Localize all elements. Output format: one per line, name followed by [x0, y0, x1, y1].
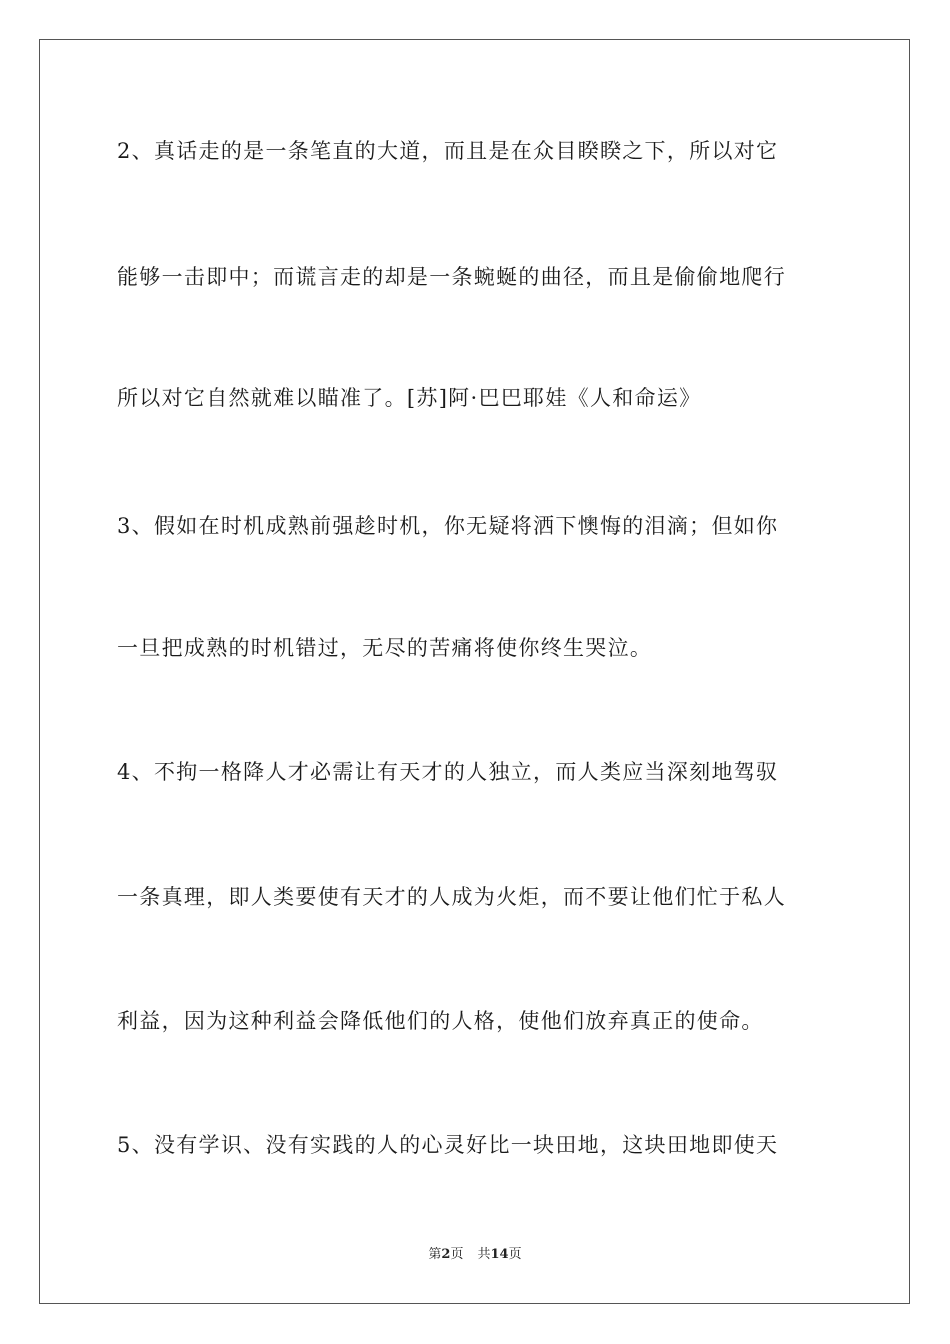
page-border	[39, 39, 910, 1304]
text-line-8: 利益，因为这种利益会降低他们的人格，使他们放弃真正的使命。	[117, 1009, 764, 1033]
text-line-5: 一旦把成熟的时机错过，无尽的苦痛将使你终生哭泣。	[117, 636, 653, 660]
text-line-2: 能够一击即中；而谎言走的却是一条蜿蜒的曲径，而且是偷偷地爬行	[117, 265, 786, 289]
footer-page-prefix: 第	[428, 1247, 442, 1262]
text-line-4: 3、假如在时机成熟前强趁时机，你无疑将洒下懊悔的泪滴；但如你	[117, 514, 779, 538]
text-line-1: 2、真话走的是一条笔直的大道，而且是在众目睽睽之下，所以对它	[117, 139, 779, 163]
footer-page-number: 2	[441, 1247, 451, 1262]
footer-total-prefix: 共	[477, 1247, 491, 1262]
footer-page-suffix: 页	[450, 1247, 464, 1262]
text-line-7: 一条真理，即人类要使有天才的人成为火炬，而不要让他们忙于私人	[117, 885, 786, 909]
footer-total-pages: 14	[490, 1247, 509, 1262]
text-line-3: 所以对它自然就难以瞄准了。[苏]阿·巴巴耶娃《人和命运》	[117, 386, 702, 410]
footer-total-suffix: 页	[508, 1247, 522, 1262]
text-line-6: 4、不拘一格降人才必需让有天才的人独立，而人类应当深刻地驾驭	[117, 760, 779, 784]
text-line-9: 5、没有学识、没有实践的人的心灵好比一块田地，这块田地即使天	[117, 1133, 779, 1157]
page-footer	[0, 1247, 950, 1263]
